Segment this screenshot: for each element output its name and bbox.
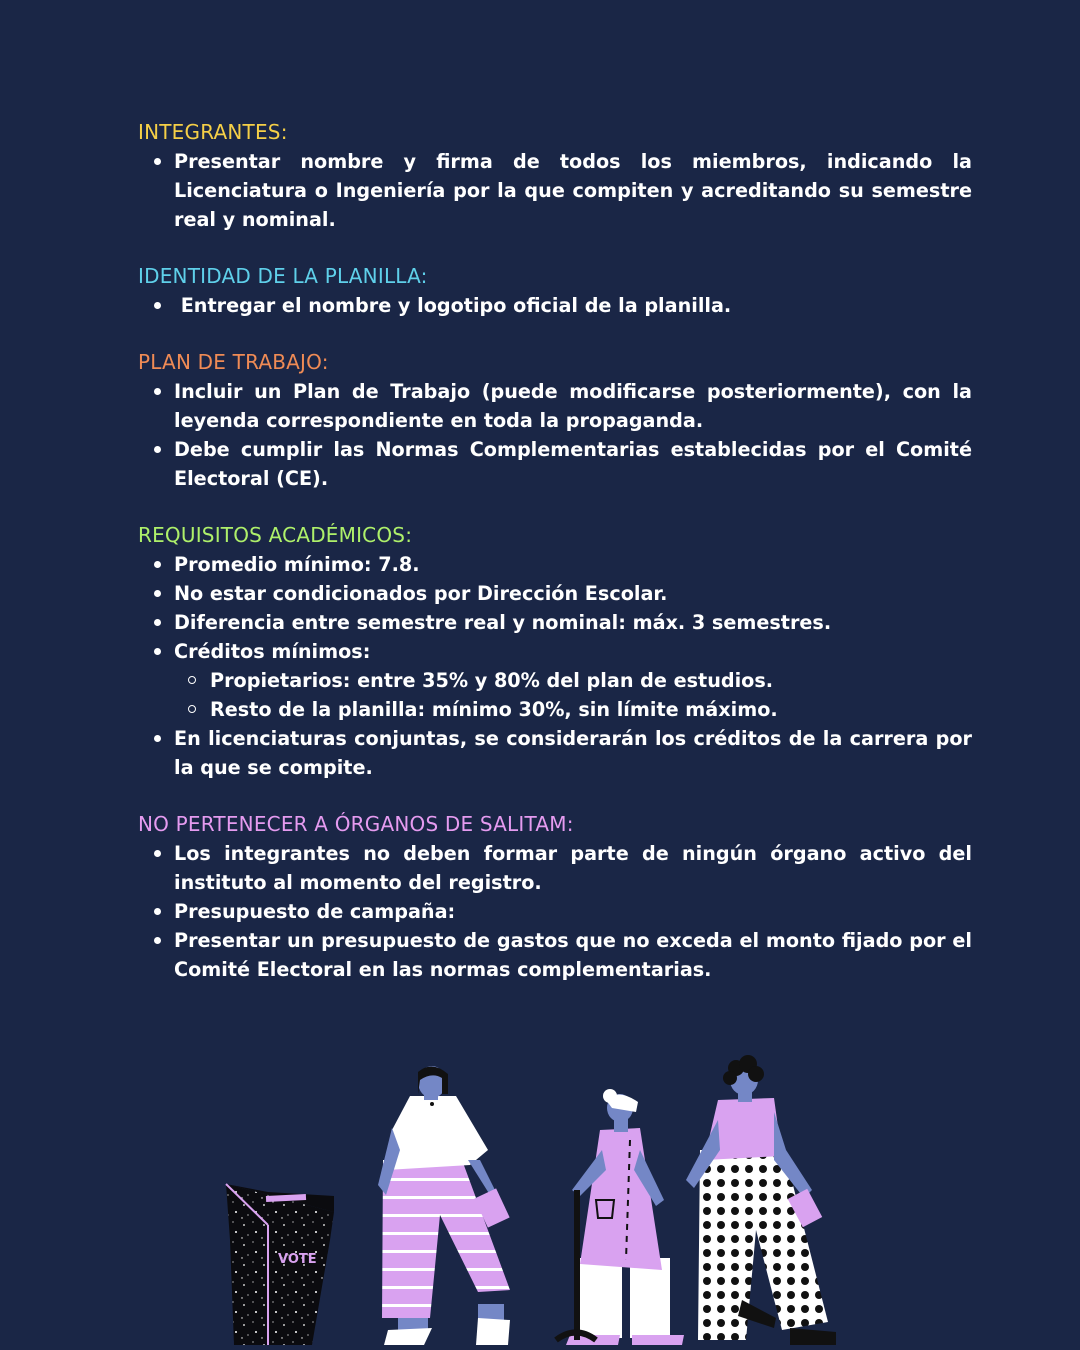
ballot-box-icon <box>226 1184 334 1345</box>
list-item: En licenciaturas conjuntas, se considerarán los créditos de la carrera por la que se compite. <box>138 724 972 782</box>
woman-polka-dot-pants-icon <box>686 1055 836 1345</box>
list-item: Diferencia entre semestre real y nominal: máx. 3 semestres. <box>138 608 972 637</box>
heading-identidad: IDENTIDAD DE LA PLANILLA: <box>138 264 428 288</box>
elderly-woman-cane-icon <box>556 1089 684 1345</box>
section-integrantes <box>138 118 972 234</box>
list-item: Entregar el nombre y logotipo oficial de la planilla. <box>138 291 972 320</box>
list-item: Presentar nombre y firma de todos los miembros, indicando la Licenciatura o Ingeniería por la que compiten y acreditando su semestre real y nominal. <box>138 147 972 234</box>
list-plan-trabajo <box>138 377 972 493</box>
sublist-item: Propietarios: entre 35% y 80% del plan de estudios. <box>174 666 972 695</box>
woman-striped-pants-icon <box>378 1066 510 1345</box>
heading-integrantes: INTEGRANTES: <box>138 120 288 144</box>
list-integrantes <box>138 147 972 234</box>
list-item: Debe cumplir las Normas Complementarias establecidas por el Comité Electoral (CE). <box>138 435 972 493</box>
heading-organos: NO PERTENECER A ÓRGANOS DE SALITAM: <box>138 812 574 836</box>
list-item: Incluir un Plan de Trabajo (puede modificarse posteriormente), con la leyenda correspondiente en toda la propaganda. <box>138 377 972 435</box>
heading-plan-trabajo: PLAN DE TRABAJO: <box>138 350 329 374</box>
list-item: No estar condicionados por Dirección Escolar. <box>138 579 972 608</box>
section-plan-trabajo <box>138 348 972 493</box>
section-organos <box>138 810 972 984</box>
heading-requisitos: REQUISITOS ACADÉMICOS: <box>138 523 413 547</box>
list-requisitos <box>138 550 972 782</box>
list-item <box>138 637 972 724</box>
sublist-creditos <box>174 666 972 724</box>
section-requisitos <box>138 521 972 782</box>
voting-illustration <box>0 1040 1080 1350</box>
sublist-item: Resto de la planilla: mínimo 30%, sin límite máximo. <box>174 695 972 724</box>
list-item: Los integrantes no deben formar parte de ningún órgano activo del instituto al momento del registro. <box>138 839 972 897</box>
list-item-label: Créditos mínimos: <box>174 640 371 663</box>
list-identidad <box>138 291 972 320</box>
list-item: Presupuesto de campaña: <box>138 897 972 926</box>
list-organos <box>138 839 972 984</box>
requirements-content <box>138 118 972 1012</box>
section-identidad <box>138 262 972 320</box>
list-item: Presentar un presupuesto de gastos que no exceda el monto fijado por el Comité Electoral en las normas complementarias. <box>138 926 972 984</box>
list-item: Promedio mínimo: 7.8. <box>138 550 972 579</box>
ballot-box-label: VOTE <box>278 1252 317 1267</box>
